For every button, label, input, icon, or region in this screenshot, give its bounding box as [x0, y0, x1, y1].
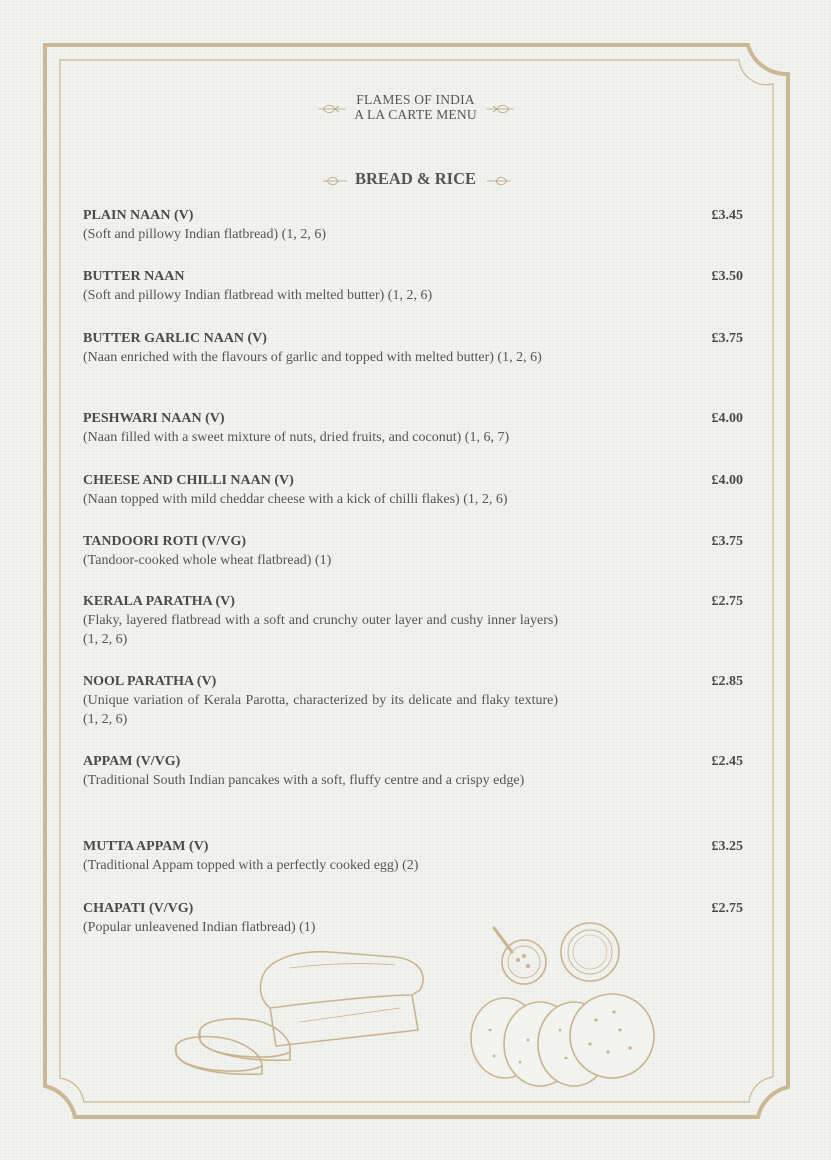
menu-item — [83, 268, 743, 305]
item-description: (Soft and pillowy Indian flatbread) (1, 2, 6) — [83, 227, 326, 242]
menu-item — [83, 900, 743, 937]
item-name: PESHWARI NAAN (V) — [83, 411, 225, 426]
item-description: (Flaky, layered flatbread with a soft and crunchy outer layer and cushy inner layers) (1, 2, 6) — [83, 613, 558, 647]
menu-item — [83, 838, 743, 875]
item-price: £2.45 — [711, 754, 743, 769]
menu-header — [0, 92, 831, 122]
item-name: CHAPATI (V/VG) — [83, 901, 194, 916]
item-price: £2.85 — [711, 674, 743, 689]
item-name: BUTTER GARLIC NAAN (V) — [83, 331, 267, 346]
item-name: TANDOORI ROTI (V/VG) — [83, 534, 247, 549]
section-title: BREAD & RICE — [354, 169, 476, 188]
item-name: KERALA PARATHA (V) — [83, 594, 235, 609]
item-name: CHEESE AND CHILLI NAAN (V) — [83, 473, 294, 488]
restaurant-name: FLAMES OF INDIA — [356, 92, 475, 107]
item-price: £3.75 — [711, 534, 743, 549]
item-price: £3.25 — [711, 839, 743, 854]
item-name: MUTTA APPAM (V) — [83, 839, 209, 854]
item-name: PLAIN NAAN (V) — [83, 208, 194, 223]
item-description: (Tandoor-cooked whole wheat flatbread) (1) — [83, 553, 332, 568]
item-description: (Popular unleavened Indian flatbread) (1) — [83, 920, 316, 935]
item-name: NOOL PARATHA (V) — [83, 674, 217, 689]
item-description: (Traditional Appam topped with a perfectly cooked egg) (2) — [83, 858, 419, 873]
item-name: APPAM (V/VG) — [83, 754, 181, 769]
item-price: £4.00 — [711, 411, 743, 426]
item-description: (Unique variation of Kerala Parotta, characterized by its delicate and flaky texture) (1, 2, 6) — [83, 693, 558, 727]
item-description: (Traditional South Indian pancakes with a soft, fluffy centre and a crispy edge) — [83, 773, 525, 788]
item-description: (Naan filled with a sweet mixture of nuts, dried fruits, and coconut) (1, 6, 7) — [83, 430, 510, 445]
item-description: (Naan enriched with the flavours of garlic and topped with melted butter) (1, 2, 6) — [83, 350, 542, 365]
item-description: (Naan topped with mild cheddar cheese with a kick of chilli flakes) (1, 2, 6) — [83, 492, 508, 507]
menu-item — [83, 410, 743, 447]
item-price: £2.75 — [711, 594, 743, 609]
menu-item — [83, 593, 743, 649]
item-price: £3.45 — [711, 208, 743, 223]
scroll-ornament-icon — [486, 176, 512, 186]
scroll-ornament-icon — [485, 104, 515, 114]
menu-item — [83, 207, 743, 244]
scroll-ornament-icon — [322, 176, 348, 186]
scroll-ornament-icon — [317, 104, 347, 114]
menu-item — [83, 330, 743, 367]
item-price: £4.00 — [711, 473, 743, 488]
menu-item — [83, 753, 743, 790]
menu-item — [83, 673, 743, 729]
item-price: £2.75 — [711, 901, 743, 916]
menu-item — [83, 472, 743, 509]
item-price: £3.75 — [711, 331, 743, 346]
item-description: (Soft and pillowy Indian flatbread with melted butter) (1, 2, 6) — [83, 288, 433, 303]
menu-item — [83, 533, 743, 570]
menu-type: A LA CARTE MENU — [354, 107, 477, 122]
item-name: BUTTER NAAN — [83, 269, 185, 284]
item-price: £3.50 — [711, 269, 743, 284]
